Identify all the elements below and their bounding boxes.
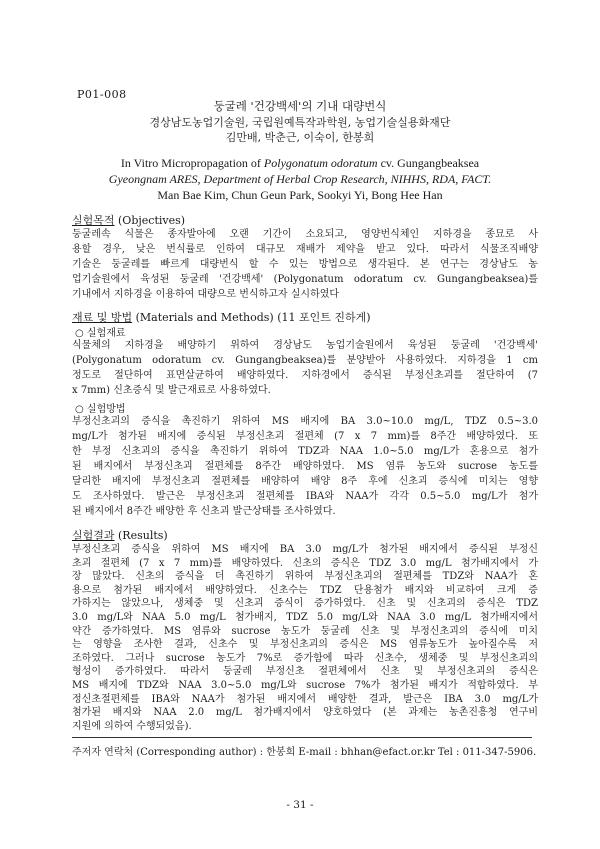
- english-title-suffix: cv. Gungangbeaksea: [377, 156, 480, 170]
- methods-heading-ko: 재료 및 방법: [72, 311, 133, 324]
- results-heading: [72, 527, 168, 543]
- objectives-line: 기술은 둥굴레를 빠르게 대량번식 할 수 있는 방법으로 생각된다. 본 연구는 경상남도 농: [72, 259, 538, 270]
- results-heading-en: (Results): [114, 529, 168, 542]
- materials-line: x 7mm) 신초증식 및 발근재료로 사용하였다.: [72, 385, 271, 396]
- page-number: - 31 -: [286, 799, 314, 811]
- methods-line: 된 배지에서 부정신초괴 절편체를 8주간 배양하였다. MS 염류 농도와 sucrose 농도를: [72, 461, 538, 472]
- corresponding-author: 주저자 연락처 (Corresponding author) : 한봉희 E-mail : bhhan@efact.or.kr Tel : 011-347-5906.: [72, 747, 537, 759]
- objectives-line: 둥굴레속 식물은 종자발아에 오랜 기간이 소요되고, 영양번식체인 지하경을 종묘로 사: [72, 229, 538, 240]
- objectives-heading-ko: 실험목적: [72, 214, 115, 227]
- methods-line: 달리한 배지에 부정신초괴 절편체를 배양하여 배양 8주 후에 신초괴 증식에 미치는 영향: [72, 476, 538, 487]
- objectives-heading-en: (Objectives): [114, 214, 186, 227]
- english-title-prefix: In Vitro Micropropagation of: [120, 156, 264, 170]
- results-line: 3.0 mg/L와 NAA 5.0 mg/L 첨가배지, TDZ 5.0 mg/L와 NAA 3.0 mg/L 첨가배지에서: [72, 612, 538, 623]
- materials-line: (Polygonatum odoratum cv. Gungangbeaksea)를 분양받아 사용하였다. 지하경을 1 cm: [72, 355, 538, 366]
- korean-authors: 김만배, 박춘근, 이숙이, 한봉희: [225, 131, 375, 144]
- results-line: 첨가된 배지와 NAA 2.0 mg/L 첨가배지에서 양호하였다 (본 과제는 농촌진흥청 연구비: [72, 707, 538, 719]
- results-line: 가하지는 않았으나, 생체중 및 신초괴 증식이 증가하였다. 신초 및 신초괴의 증식은 TDZ: [72, 598, 538, 610]
- results-line: 형성이 증가하였다. 따라서 둥굴레 부정신초 절편체에서 신초 및 부정신초괴의 증식은: [72, 666, 538, 678]
- korean-affiliation: 경상남도농업기술원, 국립원예특작과학원, 농업기술실용화재단: [149, 116, 451, 129]
- results-line: 초괴 절편체 (7 x 7 mm)를 배양하였다. 신초의 증식은 TDZ 3.0 mg/L 첨가배지에서 가: [72, 557, 538, 569]
- results-line: 는 영향을 조사한 결과, 신초수 및 부정신초괴의 증식은 MS 염류농도가 높아질수록 저: [72, 639, 538, 651]
- methods-line: 된 배지에서 8주간 배양한 후 신초괴 발근상태를 조사하였다.: [72, 506, 336, 517]
- korean-title: 둥굴레 '건강백세'의 기내 대량번식: [213, 99, 387, 113]
- abstract-code: P01-008: [77, 88, 127, 101]
- methods-heading: [72, 309, 371, 325]
- english-affiliation: Gyeongnam ARES, Department of Herbal Crop Research, NIHHS, RDA, FACT.: [108, 172, 492, 186]
- results-line: 지원에 의하여 수행되었음).: [72, 720, 192, 732]
- methods-line: 부정신초괴의 증식을 촉진하기 위하여 MS 배지에 BA 3.0~10.0 mg/L, TDZ 0.5~3.0: [72, 416, 538, 427]
- footer-divider: [72, 737, 532, 738]
- objectives-heading: [72, 212, 185, 228]
- methods-line: 도 조사하였다. 발근은 부정신초괴 절편체를 IBA와 NAA가 각각 0.5~5.0 mg/L가 첨가: [72, 491, 538, 502]
- english-title: [60, 156, 540, 171]
- results-line: 조하였다. 그러나 sucrose 농도가 7%로 증가함에 따라 신초수, 생체중 및 부정신초괴의: [72, 652, 538, 664]
- methods-heading-en: (Materials and Methods) (11 포인트 진하게): [132, 311, 371, 324]
- methods-subheading: ○ 실험방법: [75, 404, 126, 415]
- results-line: 부정신초괴 증식을 위하여 MS 배지에 BA 3.0 mg/L가 첨가된 배지에서 증식된 부정신: [72, 544, 538, 555]
- materials-line: 정도로 절단하여 표면살균하여 배양하였다. 지하경에서 증식된 부정신초괴를 절단하여 (7: [72, 370, 538, 381]
- results-line: 정신초절편체를 IBA와 NAA가 첨가된 배지에서 배양한 결과, 발근은 IBA 3.0 mg/L가: [72, 693, 538, 705]
- objectives-line: 용할 경우, 낮은 번식률로 인하여 대규모 재배가 제약을 받고 있다. 따라서 식물조직배양: [72, 244, 538, 255]
- methods-line: 한 부정 신초괴의 증식을 촉진하기 위하여 TDZ과 NAA 1.0~5.0 mg/L가 혼용으로 첨가: [72, 446, 538, 457]
- objectives-line: 기내에서 지하경을 이용하여 대량으로 번식하고자 실시하였다: [72, 289, 340, 300]
- materials-line: 식물체의 지하경을 배양하기 위하여 경상남도 농업기술원에서 육성된 둥굴레 '건강백세': [72, 340, 538, 351]
- results-line: 약간 증가하였다. MS 염류와 sucrose 농도가 둥굴레 신초 및 부정신초괴의 증식에 미치: [72, 625, 538, 637]
- materials-subheading: ○ 실험재료: [75, 328, 126, 339]
- english-title-species: Polygonatum odoratum: [263, 156, 378, 170]
- objectives-line: 업기술원에서 육성된 둥굴레 '건강백세' (Polygonatum odoratum cv. Gungangbeaksea)를: [72, 274, 538, 285]
- results-line: 용으로 첨가된 배지에서 배양하였다. 신초수는 TDZ 단용첨가 배지와 비교하여 크게 증: [72, 584, 538, 596]
- methods-line: mg/L가 첨가된 배지에 증식된 부정신초괴 절편체 (7 x 7 mm)를 8주간 배양하였다. 또: [72, 431, 538, 442]
- english-authors: Man Bae Kim, Chun Geun Park, Sookyi Yi, Bong Hee Han: [157, 188, 443, 202]
- results-heading-ko: 실험결과: [72, 529, 115, 542]
- results-line: MS 배지에 TDZ와 NAA 3.0~5.0 mg/L와 sucrose 7%가 첨가된 배지가 적합하였다. 부: [72, 680, 538, 691]
- results-line: 장 많았다. 신초의 증식을 더 촉진하기 위하여 부정신초괴의 절편체를 TDZ와 NAA가 혼: [72, 571, 538, 583]
